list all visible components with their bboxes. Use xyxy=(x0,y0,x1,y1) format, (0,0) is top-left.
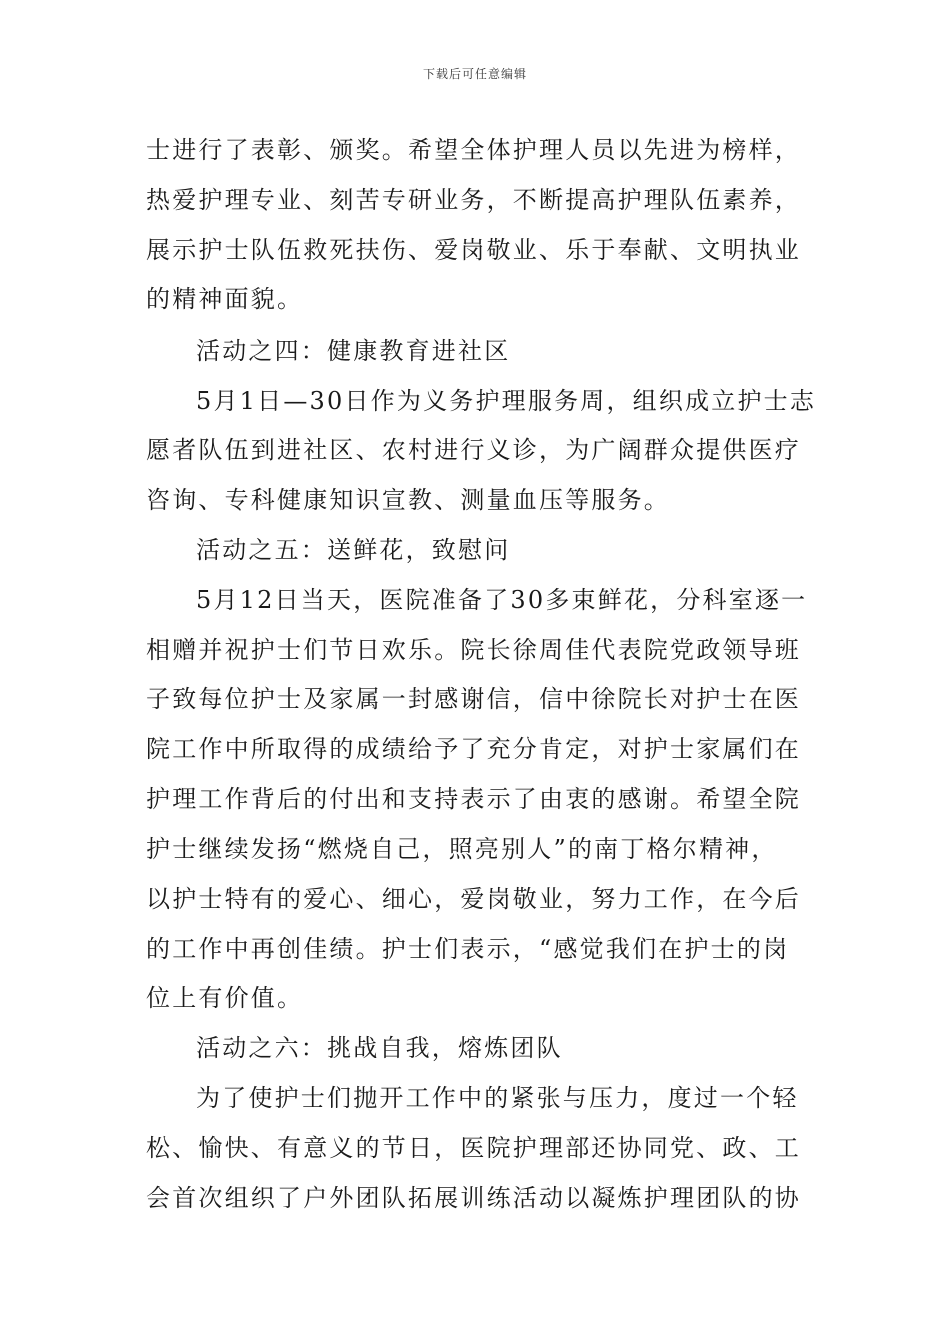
text-line: 5月1日—30日作为义务护理服务周，组织成立护士志 xyxy=(196,387,817,415)
text-line: 护士继续发扬“燃烧自己，照亮别人”的南丁格尔精神， xyxy=(146,835,778,863)
section-heading: 活动之五：送鲜花，致慰问 xyxy=(196,536,511,564)
text-line: 5月12日当天，医院准备了30多束鲜花，分科室逐一 xyxy=(196,586,808,614)
text-line: 热爱护理专业、刻苦专研业务，不断提高护理队伍素养， xyxy=(146,186,801,214)
page-header-note: 下载后可任意编辑 xyxy=(422,67,527,81)
text-line: 以护士特有的爱心、细心，爱岗敬业，努力工作，在今后 xyxy=(146,885,801,913)
text-line: 为了使护士们抛开工作中的紧张与压力，度过一个轻 xyxy=(196,1084,799,1112)
text-line: 子致每位护士及家属一封感谢信，信中徐院长对护士在医 xyxy=(146,685,801,713)
text-line: 展示护士队伍救死扶伤、爱岗敬业、乐于奉献、文明执业 xyxy=(146,236,801,264)
text-line: 位上有价值。 xyxy=(146,984,304,1012)
text-line: 士进行了表彰、颁奖。希望全体护理人员以先进为榜样， xyxy=(146,136,801,164)
section-heading: 活动之四：健康教育进社区 xyxy=(196,337,511,365)
text-line: 咨询、专科健康知识宣教、测量血压等服务。 xyxy=(146,486,670,514)
text-line: 松、愉快、有意义的节日，医院护理部还协同党、政、工 xyxy=(146,1134,801,1162)
text-line: 的精神面貌。 xyxy=(146,285,304,313)
text-line: 护理工作背后的付出和支持表示了由衷的感谢。希望全院 xyxy=(146,785,801,813)
section-heading: 活动之六：挑战自我，熔炼团队 xyxy=(196,1034,563,1062)
text-line: 院工作中所取得的成绩给予了充分肯定，对护士家属们在 xyxy=(146,735,801,763)
text-line: 的工作中再创佳绩。护士们表示，“感觉我们在护士的岗 xyxy=(146,935,790,963)
text-line: 相赠并祝护士们节日欢乐。院长徐周佳代表院党政领导班 xyxy=(146,636,801,664)
text-line: 会首次组织了户外团队拓展训练活动以凝炼护理团队的协 xyxy=(146,1184,801,1212)
text-line: 愿者队伍到进社区、农村进行义诊，为广阔群众提供医疗 xyxy=(146,436,801,464)
